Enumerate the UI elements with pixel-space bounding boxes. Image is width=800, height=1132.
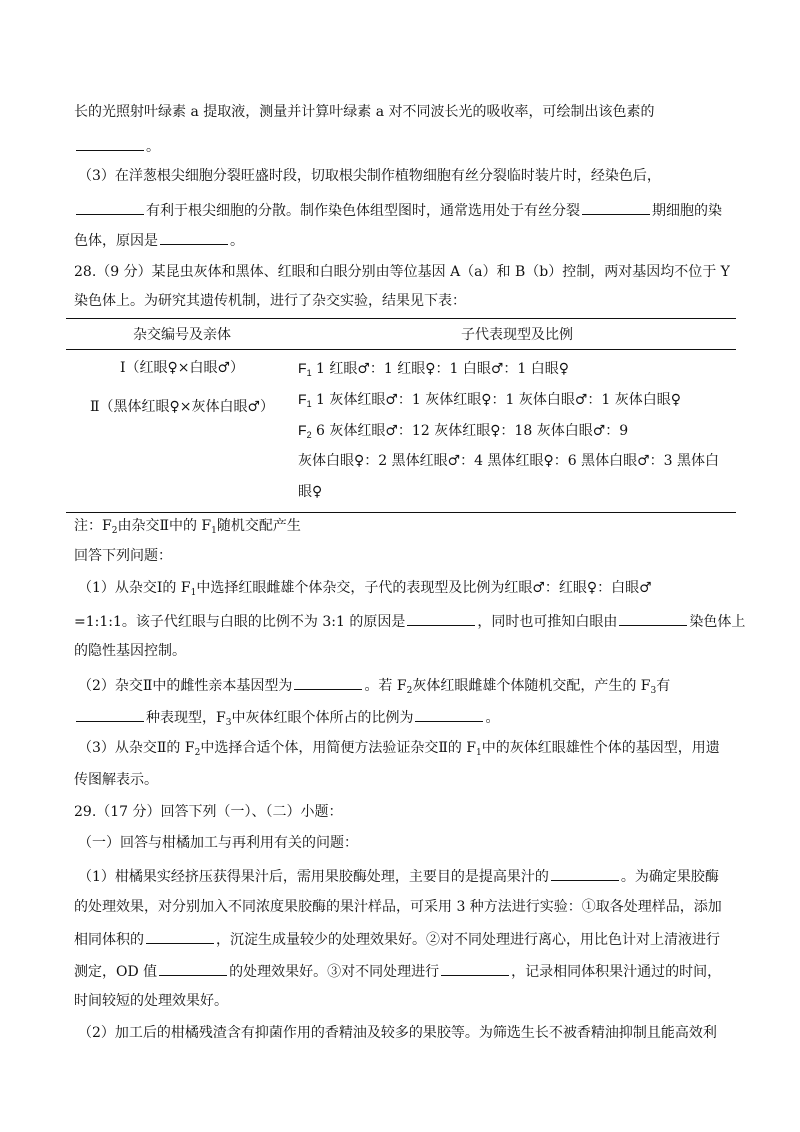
- q29-part1-line-2: 的处理效果，对分别加入不同浓度果胶酶的果汁样品，可采用 3 种方法进行实验：①取各处理样品，添加: [74, 899, 722, 915]
- q29-part1-line-3: 相同体积的 ，沉淀生成量较少的处理效果好。②对不同处理进行离心，用比色计对上清液进行: [74, 929, 720, 949]
- answer-blank[interactable]: [159, 961, 227, 976]
- answer-blank[interactable]: [415, 707, 483, 722]
- cross-results-table: [66, 318, 736, 513]
- q29-title: 29.（17 分）回答下列（一）、（二）小题：: [74, 804, 343, 820]
- answer-prompt: 回答下列问题：: [74, 548, 172, 564]
- answer-blank[interactable]: [76, 200, 144, 215]
- table-row: 眼♀: [298, 484, 323, 500]
- answer-blank[interactable]: [551, 866, 619, 881]
- q27-text-line-2: 。: [74, 136, 160, 156]
- q27-part3-line-2: 有利于根尖细胞的分散。制作染色体组型图时，通常选用处于有丝分裂 期细胞的染: [74, 200, 722, 220]
- q28-part3-line-1: （3）从杂交Ⅱ的 $F_2$中选择合适个体，用简便方法验证杂交Ⅱ的 $F_1$中的灰体红眼雄性个体的基因型，用遗: [78, 740, 720, 758]
- q28-part2-line-2: 种表现型，$F_3$中灰体红眼个体所占的比例为 。: [74, 707, 499, 732]
- table-note: 注：$F_2$由杂交Ⅱ中的 $F_1$随机交配产生: [74, 518, 301, 536]
- table-row: $F_1$ 1 灰体红眼♂：1 灰体红眼♀：1 灰体白眼♂：1 灰体白眼♀: [298, 391, 682, 409]
- table-header-cross: 杂交编号及亲体: [66, 319, 298, 350]
- q29-part1-line-4: 测定，OD 值 的处理效果好。③对不同处理进行 ，记录相同体积果汁通过的时间，: [74, 961, 721, 981]
- q27-part3-line-3: 色体，原因是 。: [74, 230, 244, 250]
- table-bottom-rule: [66, 508, 736, 513]
- answer-blank[interactable]: [160, 230, 228, 245]
- q28-part3-line-2: 传图解表示。: [74, 772, 158, 788]
- table-header-offspring: 子代表现型及比例: [298, 319, 736, 350]
- cross-1-parents: Ⅰ（红眼♀×白眼♂）: [119, 360, 245, 376]
- q27-part3-line-1: （3）在洋葱根尖细胞分裂旺盛时段，切取根尖制作植物细胞有丝分裂临时装片时，经染色后，: [78, 168, 661, 184]
- answer-blank[interactable]: [407, 611, 475, 626]
- q28-part1-line-3: 的隐性基因控制。: [74, 643, 186, 659]
- cross-2-parents: Ⅱ（黑体红眼♀×灰体白眼♂）: [89, 399, 275, 415]
- q27-text-line-1: 长的光照射叶绿素 a 提取液，测量并计算叶绿素 a 对不同波长光的吸收率，可绘制出该色素的: [74, 104, 655, 120]
- q29-part1-line-1: （1）柑橘果实经挤压获得果汁后，需用果胶酶处理，主要目的是提高果汁的 。为确定果胶酶: [78, 866, 719, 886]
- answer-blank[interactable]: [76, 707, 144, 722]
- q29-part-one-heading: （一）回答与柑橘加工与再利用有关的问题：: [78, 835, 358, 851]
- answer-blank[interactable]: [441, 961, 509, 976]
- q28-title-line-2: 染色体上。为研究其遗传机制，进行了杂交实验，结果见下表：: [74, 293, 466, 309]
- table-row: 灰体白眼♀：2 黑体红眼♂：4 黑体红眼♀：6 黑体白眼♂：3 黑体白: [298, 453, 719, 469]
- answer-blank[interactable]: [619, 611, 687, 626]
- table-row: $F_2$ 6 灰体红眼♂：12 灰体红眼♀：18 灰体白眼♂：9: [298, 422, 629, 440]
- table-row: $F_1$ 1 红眼♂：1 红眼♀：1 白眼♂：1 白眼♀: [298, 360, 570, 378]
- q28-part1-line-2: =1:1:1。该子代红眼与白眼的比例不为 3:1 的原因是 ，同时也可推知白眼由 染色体上: [74, 611, 745, 631]
- answer-blank[interactable]: [582, 200, 650, 215]
- q28-part2-line-1: （2）杂交Ⅱ中的雌性亲本基因型为 。若 $F_2$灰体红眼雌雄个体随机交配，产生的 $F_3$有: [78, 675, 670, 700]
- q28-part1-line-1: （1）从杂交Ⅰ的 $F_1$中选择红眼雌雄个体杂交，子代的表现型及比例为红眼♂：红眼♀：白眼♂: [78, 580, 652, 598]
- answer-blank[interactable]: [146, 929, 214, 944]
- answer-blank[interactable]: [76, 136, 144, 151]
- q29-part1-line-5: 时间较短的处理效果好。: [74, 993, 228, 1009]
- q28-title-line-1: 28.（9 分）某昆虫灰体和黑体、红眼和白眼分别由等位基因 A（a）和 B（b）控制，两对基因均不位于 Y: [74, 264, 730, 280]
- answer-blank[interactable]: [294, 675, 362, 690]
- q29-part2-line-1: （2）加工后的柑橘残渣含有抑菌作用的香精油及较多的果胶等。为筛选生长不被香精油抑制且能高效利: [78, 1025, 717, 1041]
